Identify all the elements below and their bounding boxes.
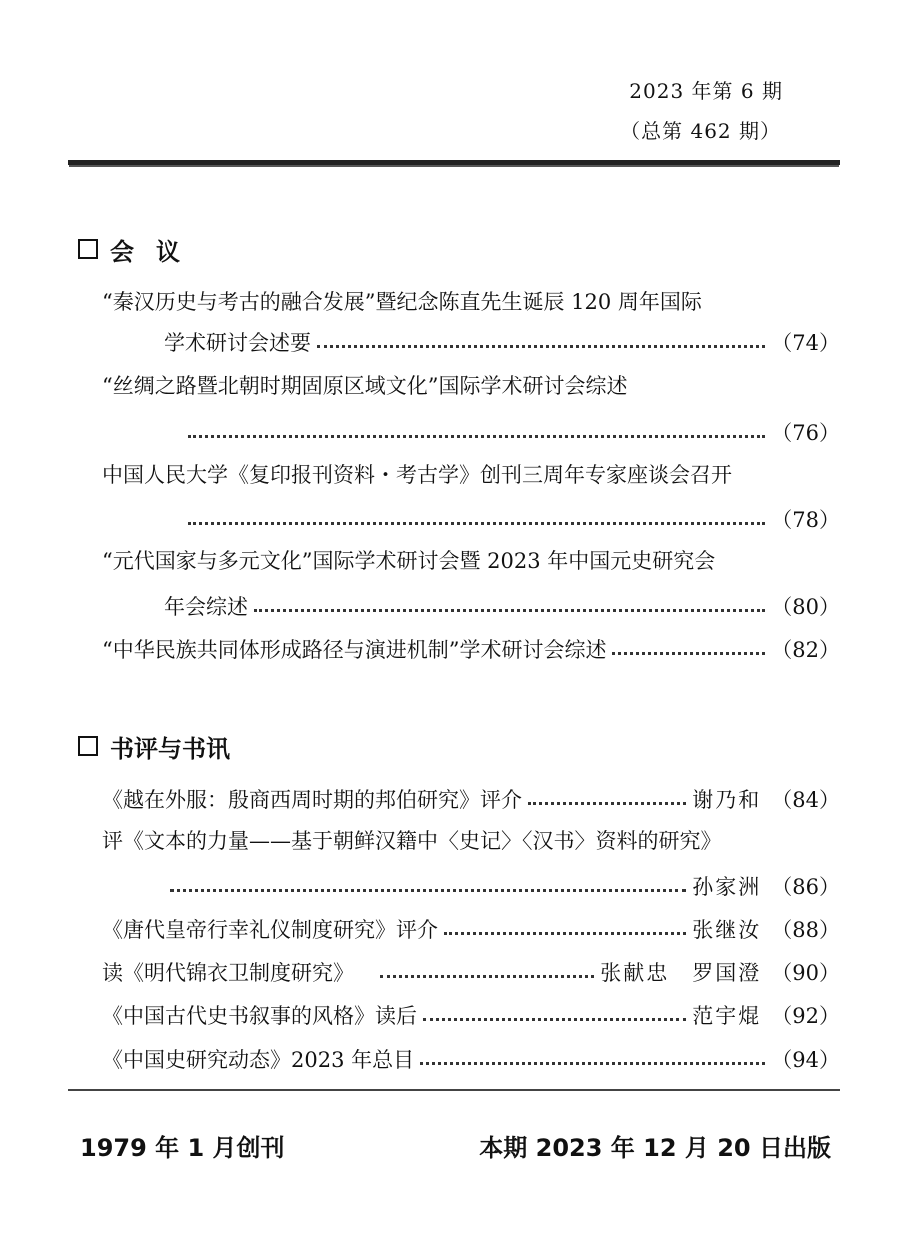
toc-entry-title: 中国人民大学《复印报刊资料・考古学》创刊三周年专家座谈会召开 [102,463,732,487]
page-number: （86） [771,875,840,899]
author-name: 张献忠 罗国澄 [600,961,762,985]
total-issue-number: （总第 462 期） [620,119,781,143]
toc-entry-title: “秦汉历史与考古的融合发展”暨纪念陈直先生诞辰 120 周年国际 [102,290,702,314]
toc-entry-title: 《越在外服：殷商西周时期的邦伯研究》评介 [102,788,522,812]
toc-entry[interactable] [182,504,840,534]
dot-leader [380,975,594,978]
dot-leader [444,932,686,935]
toc-entry[interactable] [102,914,840,944]
toc-entry[interactable] [164,327,840,357]
checkbox-square-icon [78,736,98,756]
page-number: （94） [771,1048,840,1072]
author-name: 张继汝 [692,918,762,942]
page-number: （84） [771,788,840,812]
toc-entry-title: “中华民族共同体形成路径与演进机制”学术研讨会综述 [102,638,607,662]
section-title: 书评与书讯 [110,734,230,763]
toc-entry-title-cont: 学术研讨会述要 [164,331,311,355]
dot-leader [188,435,765,438]
toc-entry-title: 《中国古代史书叙事的风格》读后 [102,1004,417,1028]
section-heading-book-reviews [78,731,230,761]
dot-leader [170,889,686,892]
toc-entry-title: “丝绸之路暨北朝时期固原区域文化”国际学术研讨会综述 [102,374,628,398]
page-number: （78） [771,508,840,532]
section-heading-meeting [78,234,202,264]
toc-entry-title: 《中国史研究动态》2023 年总目 [102,1048,415,1072]
toc-entry[interactable] [102,1044,840,1074]
page-number: （74） [771,331,840,355]
founding-date: 1979 年 1 月创刊 [80,1134,285,1162]
toc-entry-title: 读《明代锦衣卫制度研究》 [102,961,354,985]
author-name: 范宇焜 [692,1004,762,1028]
toc-entry[interactable] [182,417,840,447]
page-number: （82） [771,638,840,662]
page-number: （80） [771,595,840,619]
author-name: 孙家洲 [692,875,762,899]
dot-leader [420,1062,765,1065]
dot-leader [528,802,686,805]
toc-entry-title: “元代国家与多元文化”国际学术研讨会暨 2023 年中国元史研究会 [102,549,716,573]
author-name: 谢乃和 [692,788,762,812]
toc-entry[interactable] [102,1000,840,1030]
issue-number: 2023 年第 6 期 [629,79,783,103]
toc-entry-title: 评《文本的力量——基于朝鲜汉籍中〈史记〉〈汉书〉资料的研究》 [102,829,722,853]
page-number: （88） [771,918,840,942]
section-title: 会议 [110,237,202,266]
toc-entry-title: 《唐代皇帝行幸礼仪制度研究》评介 [102,918,438,942]
dot-leader [317,345,765,348]
toc-entry[interactable] [102,957,840,987]
dot-leader [423,1018,686,1021]
page-number: （76） [771,421,840,445]
toc-entry[interactable] [164,871,840,901]
toc-entry-title-cont: 年会综述 [164,595,248,619]
top-divider [68,160,840,165]
toc-entry[interactable] [102,784,840,814]
page-number: （92） [771,1004,840,1028]
dot-leader [254,609,765,612]
bottom-divider [68,1089,840,1091]
publication-date: 本期 2023 年 12 月 20 日出版 [479,1134,831,1162]
page-number: （90） [771,961,840,985]
dot-leader [188,522,765,525]
toc-entry[interactable] [164,591,840,621]
checkbox-square-icon [78,239,98,259]
dot-leader [612,652,765,655]
toc-entry[interactable] [102,634,840,664]
